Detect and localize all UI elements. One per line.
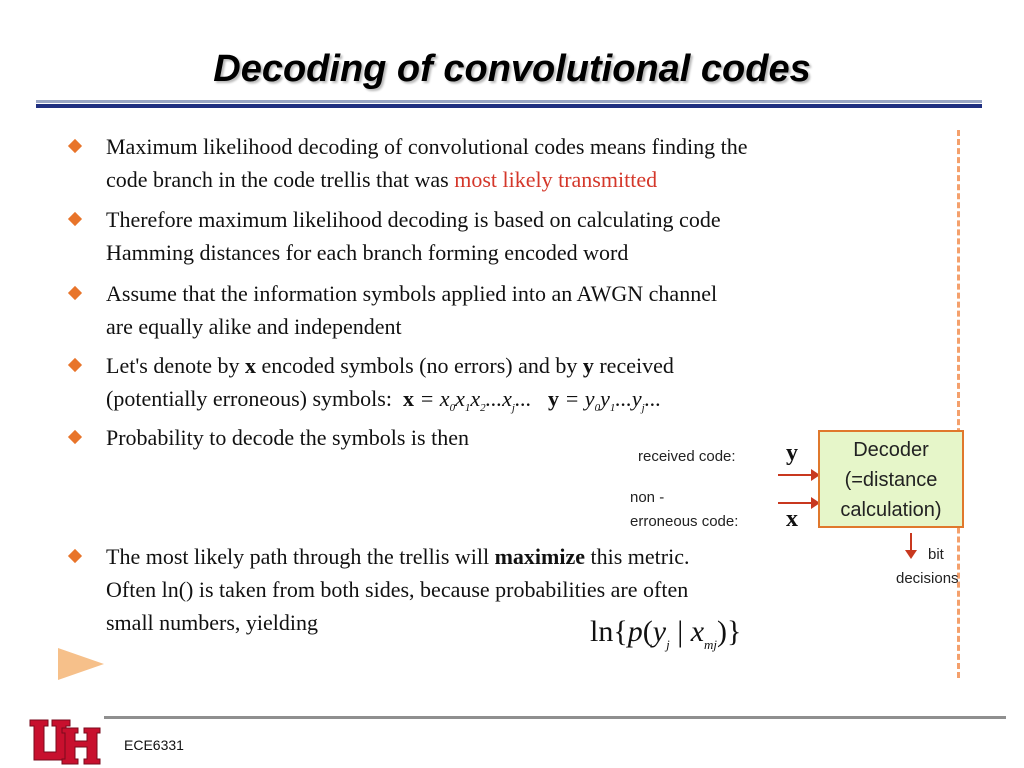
- footer-divider: [104, 716, 1006, 719]
- eq-x-bold: x: [402, 386, 414, 411]
- x-sequence-equation: $x = x_0x_1x_2...x_j$...: [402, 386, 532, 414]
- received-code-label: received code:: [638, 448, 736, 465]
- bullet-text: [106, 421, 469, 454]
- highlighted-text: most likely transmitted: [454, 167, 658, 192]
- bullet-text: [106, 203, 721, 269]
- non-erroneous-label-line2: erroneous code:: [630, 513, 739, 530]
- log-likelihood-formula: $\ln\{p(y_j$ | $x_{mj}$)}: [590, 615, 742, 652]
- bullet-line: Therefore maximum likelihood decoding is based on calculating code: [106, 207, 721, 232]
- bullet-text: [106, 277, 717, 343]
- input-arrow-x: [778, 502, 812, 504]
- bold-word-maximize: maximize: [494, 544, 586, 569]
- university-logo: [26, 714, 102, 766]
- y-sequence-equation: $y = y_0y_1...y_j$...: [547, 386, 662, 414]
- bullet-line: Hamming distances for each branch forming encoded word: [106, 240, 629, 265]
- title-divider: [36, 100, 982, 108]
- non-erroneous-var-x: x: [786, 506, 798, 532]
- bullet-line: Probability to decode the symbols is then: [106, 425, 469, 450]
- bullet-text: [106, 130, 748, 196]
- text-run: this metric.: [585, 544, 690, 569]
- bullet-line: Often ln() is taken from both sides, because probabilities are often: [106, 577, 689, 602]
- play-triangle-icon: [58, 648, 104, 680]
- bullet-line: [106, 163, 748, 196]
- received-var-y: y: [786, 440, 798, 466]
- dashed-border-line: [957, 130, 960, 678]
- decoder-label-line3: calculation): [840, 499, 942, 521]
- text-run: Let's denote by: [106, 353, 245, 378]
- bullet-line-text: code branch in the code trellis that was: [106, 167, 455, 192]
- decoder-block: [818, 430, 964, 528]
- var-x: x: [244, 353, 256, 378]
- decoder-label-line1: Decoder: [853, 439, 929, 461]
- bullet-line: Assume that the information symbols applied into an AWGN channel: [106, 281, 718, 306]
- bullet-line: [106, 540, 690, 573]
- input-arrow-y: [778, 474, 812, 476]
- bit-decisions-label-line2: decisions: [896, 570, 959, 587]
- bullet-line: small numbers, yielding: [106, 610, 319, 635]
- decoder-label-line2: (=distance: [844, 469, 938, 491]
- course-code: ECE6331: [124, 737, 184, 753]
- text-run: (potentially erroneous) symbols:: [106, 386, 392, 411]
- bullet-line: Maximum likelihood decoding of convolutional codes means finding the: [106, 134, 748, 159]
- text-run: encoded symbols (no errors) and by: [255, 353, 583, 378]
- bullet-text: [106, 349, 674, 425]
- bullet-line: [106, 349, 674, 382]
- output-arrow: [910, 533, 912, 551]
- text-run: received: [593, 353, 674, 378]
- bullet-line: are equally alike and independent: [106, 314, 402, 339]
- bullet-line: [106, 382, 674, 425]
- slide-title: Decoding of convolutional codes: [213, 48, 811, 90]
- eq-y-bold: y: [547, 386, 559, 411]
- non-erroneous-label-line1: non -: [630, 489, 665, 506]
- var-y: y: [582, 353, 594, 378]
- bit-decisions-label-line1: bit: [928, 546, 944, 563]
- text-run: The most likely path through the trellis will: [106, 544, 495, 569]
